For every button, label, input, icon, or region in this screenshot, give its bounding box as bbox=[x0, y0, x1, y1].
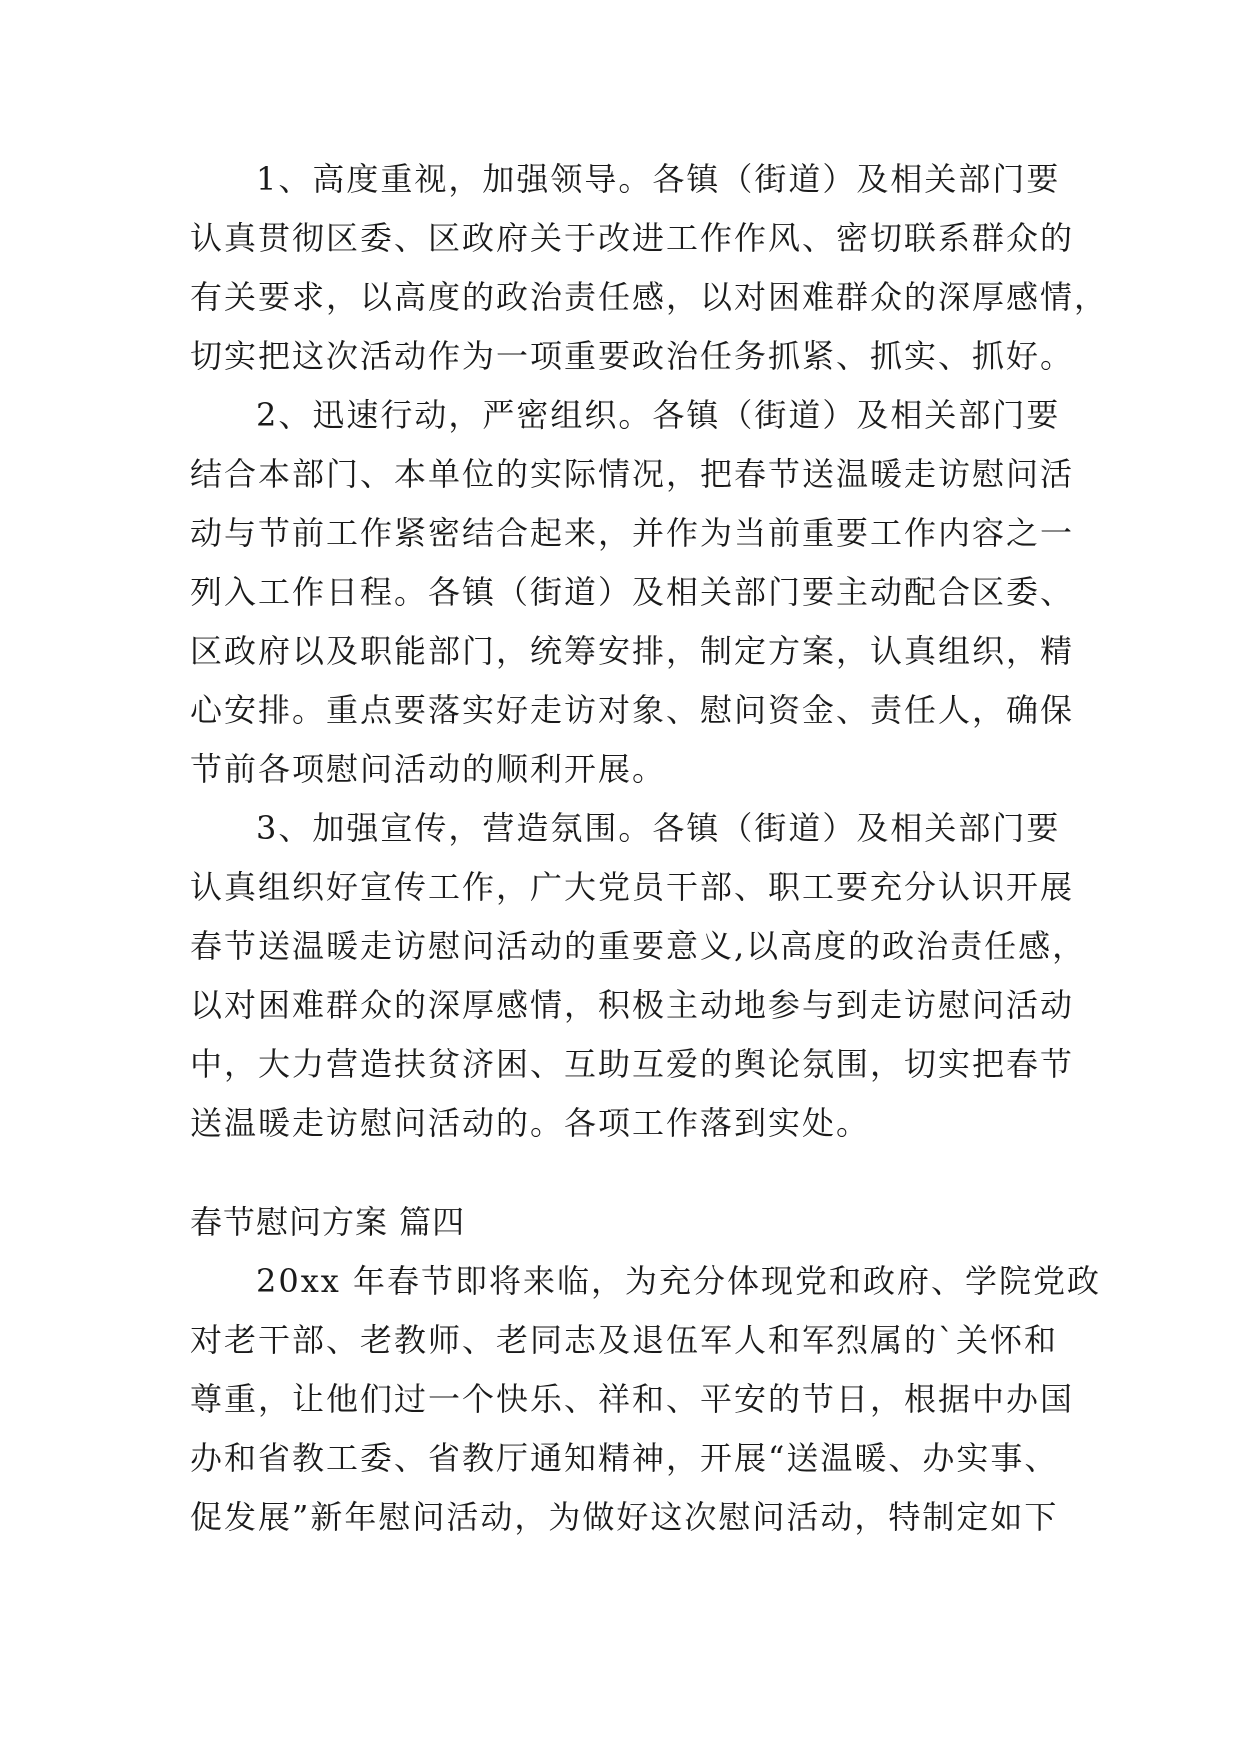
document-page bbox=[190, 150, 1109, 1547]
text-line: 区政府以及职能部门，统筹安排，制定方案，认真组织，精 bbox=[190, 632, 1075, 670]
text-line: 2、迅速行动，严密组织。各镇（街道）及相关部门要 bbox=[256, 396, 1061, 434]
text-line: 以对困难群众的深厚感情，积极主动地参与到走访慰问活动 bbox=[190, 986, 1075, 1024]
text-line: 有关要求，以高度的政治责任感，以对困难群众的深厚感情， bbox=[190, 278, 1109, 316]
text-line: 3、加强宣传，营造氛围。各镇（街道）及相关部门要 bbox=[256, 809, 1061, 847]
text-line: 列入工作日程。各镇（街道）及相关部门要主动配合区委、 bbox=[190, 573, 1075, 611]
text-line: 促发展”新年慰问活动，为做好这次慰问活动，特制定如下 bbox=[190, 1498, 1059, 1536]
text-line: 节前各项慰问活动的顺利开展。 bbox=[190, 750, 667, 788]
paragraph-item-2 bbox=[190, 386, 1075, 799]
text-line: 动与节前工作紧密结合起来，并作为当前重要工作内容之一 bbox=[190, 514, 1075, 552]
text-line: 尊重，让他们过一个快乐、祥和、平安的节日，根据中办国 bbox=[190, 1380, 1075, 1418]
paragraph-item-3 bbox=[190, 799, 1087, 1153]
paragraph-item-1 bbox=[190, 150, 1109, 386]
text-line: 1、高度重视，加强领导。各镇（街道）及相关部门要 bbox=[256, 160, 1061, 198]
text-line: 中，大力营造扶贫济困、互助互爱的舆论氛围，切实把春节 bbox=[190, 1045, 1075, 1083]
text-line: 认真贯彻区委、区政府关于改进工作作风、密切联系群众的 bbox=[190, 219, 1075, 257]
section-gap bbox=[190, 1153, 1060, 1193]
text-line: 对老干部、老教师、老同志及退伍军人和军烈属的`关怀和 bbox=[190, 1321, 1059, 1359]
text-line: 结合本部门、本单位的实际情况，把春节送温暖走访慰问活 bbox=[190, 455, 1075, 493]
text-line: 送温暖走访慰问活动的。各项工作落到实处。 bbox=[190, 1104, 871, 1142]
text-line: 春节送温暖走访慰问活动的重要意义,以高度的政治责任感， bbox=[190, 927, 1087, 965]
text-line: 心安排。重点要落实好走访对象、慰问资金、责任人，确保 bbox=[190, 691, 1075, 729]
paragraph-intro bbox=[190, 1252, 1101, 1547]
text-line: 切实把这次活动作为一项重要政治任务抓紧、抓实、抓好。 bbox=[190, 337, 1075, 375]
text-line: 认真组织好宣传工作，广大党员干部、职工要充分认识开展 bbox=[190, 868, 1075, 906]
text-line: 20xx 年春节即将来临，为充分体现党和政府、学院党政 bbox=[256, 1262, 1101, 1300]
section-heading: 春节慰问方案 篇四 bbox=[190, 1203, 466, 1241]
text-line: 办和省教工委、省教厅通知精神，开展“送温暖、办实事、 bbox=[190, 1439, 1059, 1477]
